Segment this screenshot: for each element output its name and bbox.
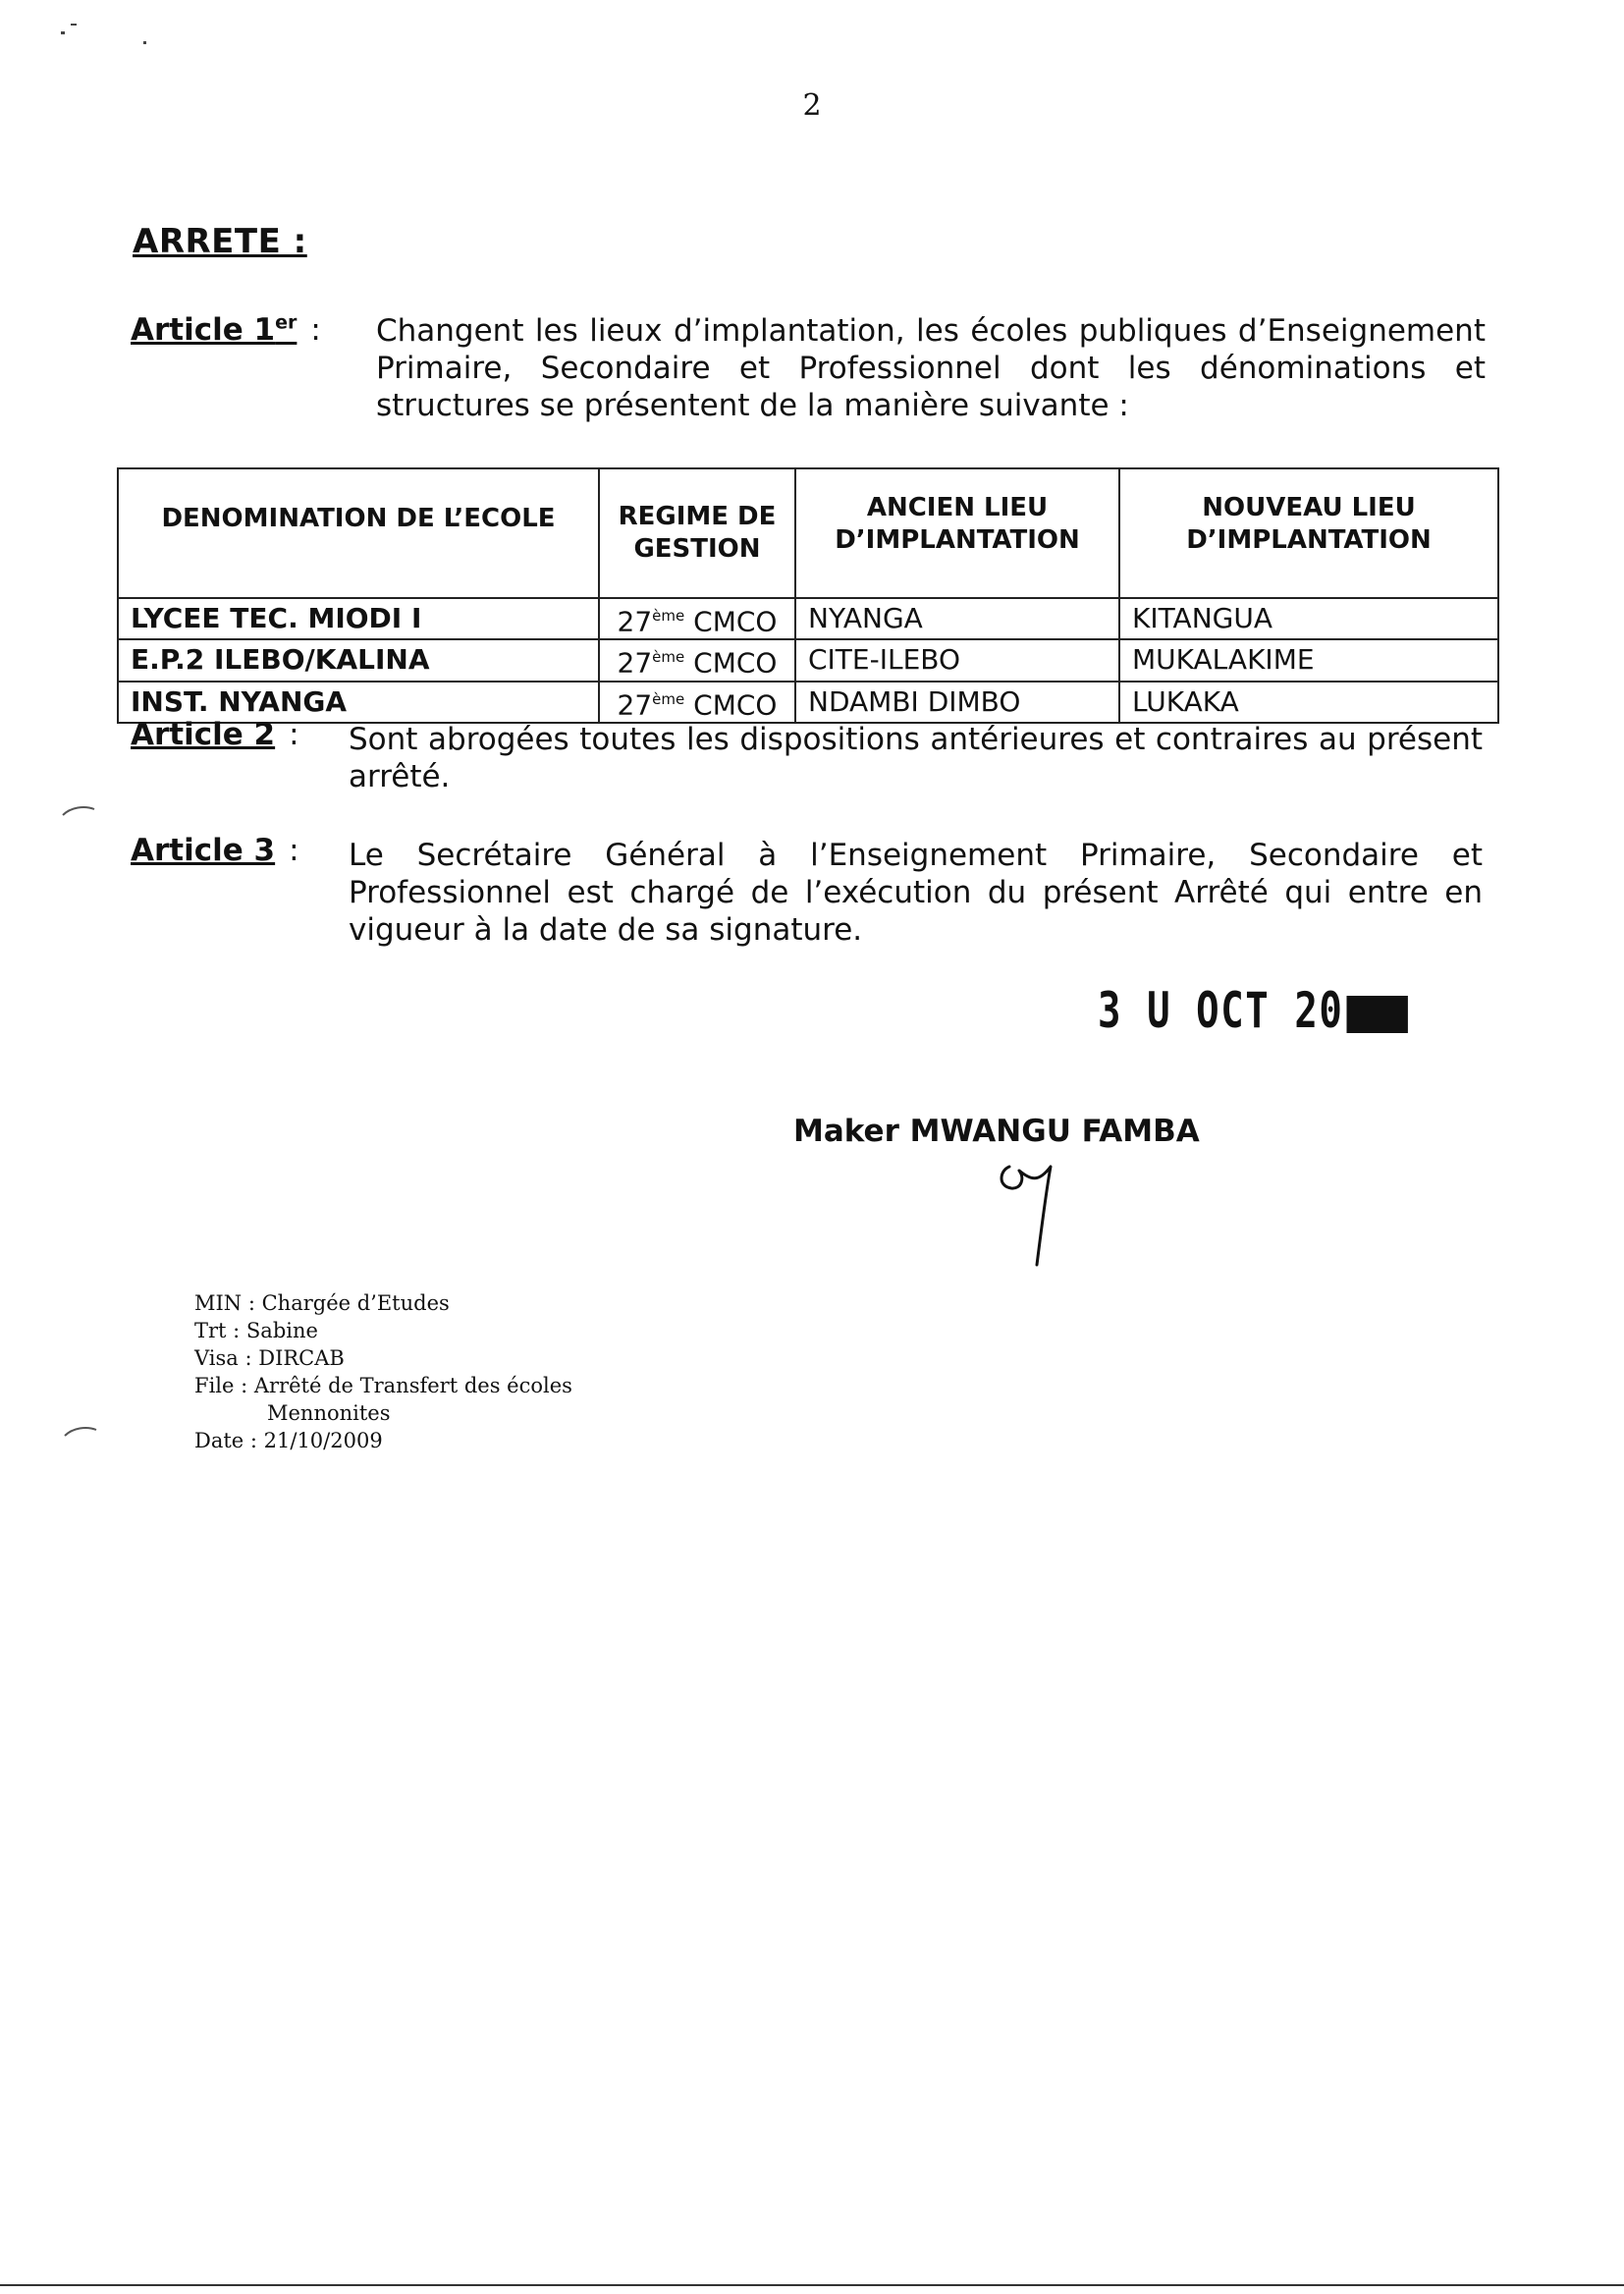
article-3-label: [131, 833, 299, 868]
date-stamp: [1098, 982, 1408, 1039]
table-header-row: [118, 468, 1498, 598]
article-1-label-text: Article 1er: [131, 312, 298, 349]
article-1-label: [131, 312, 321, 348]
stamp-ink-blot: [1347, 996, 1408, 1033]
file-info-line: Trt : Sabine: [194, 1319, 318, 1342]
table-row: [118, 639, 1498, 681]
school-ancien-lieu: NDAMBI DIMBO: [795, 682, 1119, 723]
article-3-colon: :: [289, 833, 299, 868]
scan-speck: [71, 24, 77, 26]
article-1-text: Changent les lieux d’implantation, les écoles publiques d’Enseignement Primaire, Secondaire et Professionnel dont les dénominations et structures se présentent de la manière suivante :: [376, 313, 1486, 423]
article-1-colon: :: [310, 312, 321, 349]
school-ancien-lieu: CITE-ILEBO: [795, 639, 1119, 681]
signatory-name: Maker MWANGU FAMBA: [793, 1114, 1200, 1149]
header-nouveau-lieu: NOUVEAU LIEU D’IMPLANTATION: [1119, 468, 1498, 598]
file-info-line: MIN : Chargée d’Etudes: [194, 1291, 450, 1315]
handwritten-signature: [982, 1149, 1100, 1277]
page-number: 2: [802, 88, 822, 123]
file-info-line: Visa : DIRCAB: [194, 1346, 345, 1370]
file-info-line: Date : 21/10/2009: [194, 1429, 383, 1452]
scan-mark: [61, 803, 96, 817]
page-bottom-edge: [0, 2284, 1624, 2286]
article-2-text: Sont abrogées toutes les dispositions antérieures et contraires au présent arrêté.: [349, 722, 1483, 794]
article-2-label: [131, 717, 299, 752]
article-2-label-text: Article 2: [131, 717, 276, 752]
article-3-text: Le Secrétaire Général à l’Enseignement Primaire, Secondaire et Professionnel est chargé de l’exécution du présent Arrêté qui entre en vigueur à la date de sa signature.: [349, 838, 1483, 948]
school-regime: 27ème CMCO: [599, 598, 795, 639]
file-info-line: Mennonites: [267, 1401, 391, 1425]
header-regime: REGIME DE GESTION: [599, 468, 795, 598]
file-info-line: File : Arrêté de Transfert des écoles: [194, 1374, 572, 1397]
table-row: [118, 598, 1498, 639]
school-regime: 27ème CMCO: [599, 639, 795, 681]
scan-speck: [143, 41, 146, 44]
school-name: E.P.2 ILEBO/KALINA: [118, 639, 599, 681]
article-3-label-text: Article 3: [131, 833, 276, 868]
file-info-block: [194, 1289, 572, 1454]
school-nouveau-lieu: MUKALAKIME: [1119, 639, 1498, 681]
header-denomination: DENOMINATION DE L’ECOLE: [118, 468, 599, 598]
school-regime: 27ème CMCO: [599, 682, 795, 723]
decree-heading: ARRETE :: [133, 222, 307, 261]
header-ancien-lieu: ANCIEN LIEU D’IMPLANTATION: [795, 468, 1119, 598]
school-nouveau-lieu: KITANGUA: [1119, 598, 1498, 639]
scan-speck: [61, 31, 65, 34]
school-name: LYCEE TEC. MIODI I: [118, 598, 599, 639]
school-name: INST. NYANGA: [118, 682, 599, 723]
article-2-colon: :: [289, 717, 299, 752]
table-row: [118, 682, 1498, 723]
school-ancien-lieu: NYANGA: [795, 598, 1119, 639]
school-nouveau-lieu: LUKAKA: [1119, 682, 1498, 723]
scan-mark: [63, 1422, 98, 1438]
date-stamp-text: 3 U OCT 20: [1098, 982, 1344, 1039]
schools-table: [117, 467, 1499, 724]
